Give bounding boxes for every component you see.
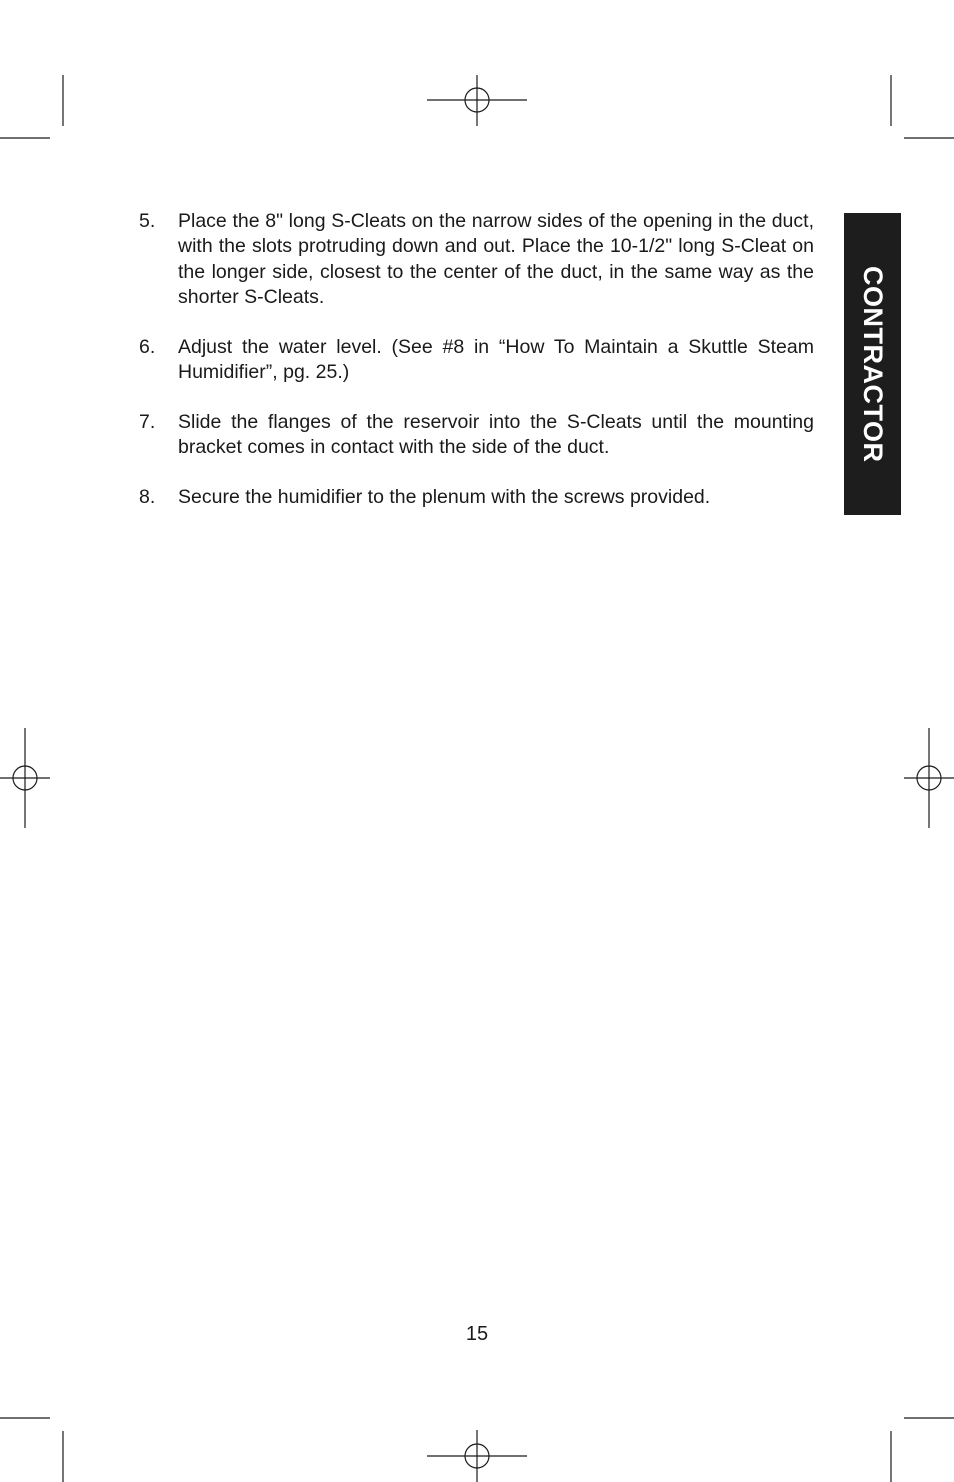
section-side-tab-label: CONTRACTOR — [858, 265, 888, 463]
registration-target-bottom — [427, 1430, 527, 1482]
step-text: Slide the flanges of the reservoir into the S-Cleats until the mounting bracket comes in contact with the side of the duct. — [178, 410, 814, 459]
step-number: 6. — [139, 335, 156, 358]
step-number: 7. — [139, 410, 156, 433]
section-side-tab — [844, 213, 901, 515]
step-text: Adjust the water level. (See #8 in “How To Maintain a Skuttle Steam Humidifier”, pg. 25.) — [178, 335, 814, 383]
registration-target-right — [904, 728, 954, 828]
step-text: Secure the humidifier to the plenum with the screws provided. — [178, 485, 711, 508]
step-8 — [139, 485, 814, 510]
step-text: Place the 8" long S-Cleats on the narrow sides of the opening in the duct, with the slots protruding down and out. Place the 10-1/2" long S-Cleat on the longer side, closest to the center of the duct, in the same way as the shorter S-Cleats. — [178, 210, 814, 308]
step-number: 8. — [139, 485, 156, 508]
crop-mark-bottom-right — [891, 1418, 954, 1482]
crop-mark-bottom-left — [0, 1418, 63, 1482]
registration-target-top — [427, 75, 527, 126]
step-number: 5. — [139, 210, 156, 232]
registration-target-left — [0, 728, 50, 828]
page-number: 15 — [465, 1323, 489, 1345]
crop-mark-top-right — [891, 75, 954, 138]
crop-mark-top-left — [0, 75, 63, 138]
step-5 — [139, 209, 814, 310]
step-6 — [139, 335, 814, 386]
step-7 — [139, 410, 814, 461]
installation-steps-list — [139, 209, 814, 535]
